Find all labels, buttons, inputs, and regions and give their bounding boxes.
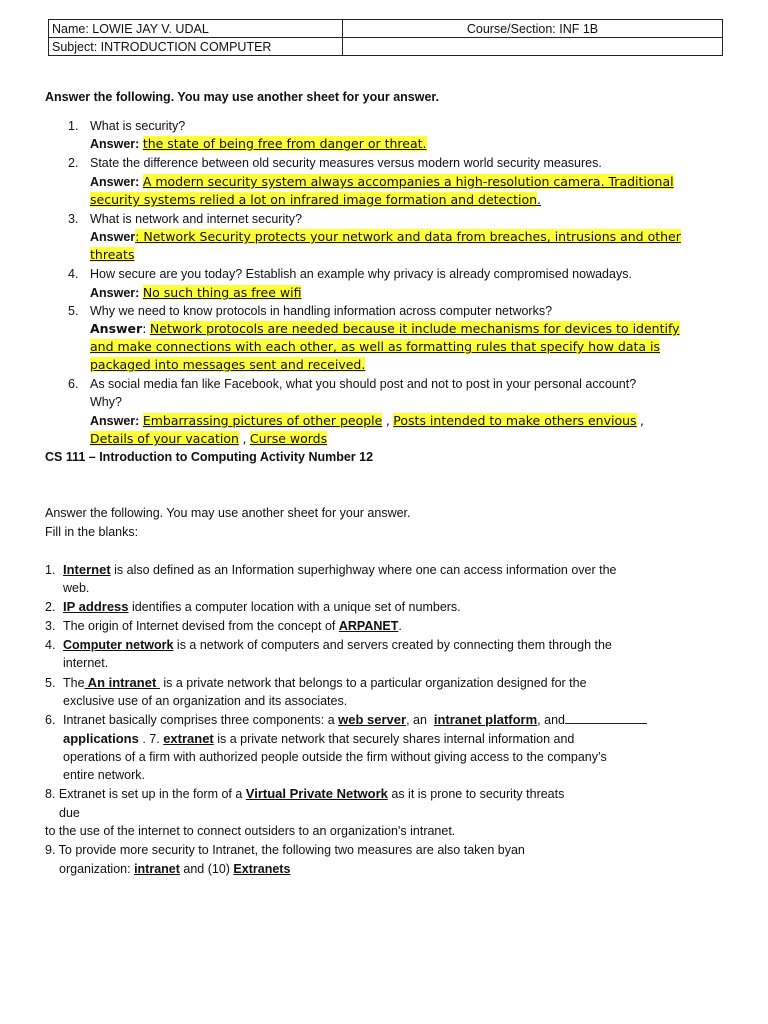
q1-answer: Answer: the state of being free from danger or threat. — [90, 136, 427, 151]
q5-answer-cont: and make connections with each other, as well as formatting rules that specify how data is — [90, 339, 661, 354]
course-cell: Course/Section: INF 1B — [343, 20, 723, 38]
q4-question: How secure are you today? Establish an example why privacy is already compromised nowadays. — [90, 267, 632, 281]
q5-number: 5. — [68, 304, 79, 318]
q6-number: 6. — [68, 377, 79, 391]
q6-answer-cont: Details of your vacation , Curse words — [90, 431, 328, 446]
part1-intro: Answer the following. You may use another sheet for your answer. — [45, 90, 440, 104]
q6-answer: Answer: Embarrassing pictures of other people , Posts intended to make others envious , — [90, 413, 645, 428]
q3-question: What is network and internet security? — [90, 212, 302, 226]
q2-number: 2. — [68, 156, 79, 170]
empty-cell — [343, 38, 723, 56]
fb1-line: Internet is also defined as an Information superhighway where one can access information over the — [63, 562, 617, 577]
fill-blanks-label: Fill in the blanks: — [45, 525, 139, 539]
header-table — [48, 19, 723, 56]
fb5-cont: exclusive use of an organization and its associates. — [63, 694, 348, 708]
fb5-line: The An intranet is a private network that belongs to a particular organization designed for the — [63, 675, 587, 690]
fb8-due: due — [59, 806, 80, 820]
q3-answer-cont: threats — [90, 247, 135, 262]
fb2-line: IP address identifies a computer location with a unique set of numbers. — [63, 599, 461, 614]
q4-answer: Answer: No such thing as free wifi — [90, 285, 302, 300]
fb6-number: 6. — [45, 713, 56, 727]
fb1-number: 1. — [45, 563, 56, 577]
fb4-number: 4. — [45, 638, 56, 652]
q1-question: What is security? — [90, 119, 186, 133]
q6-question-cont: Why? — [90, 395, 122, 409]
fb9-line: 9. To provide more security to Intranet, the following two measures are also taken byan — [45, 843, 525, 857]
fb1-cont: web. — [63, 581, 90, 595]
fb3-line: The origin of Internet devised from the concept of ARPANET. — [63, 619, 402, 633]
fb6-line4: entire network. — [63, 768, 145, 782]
q6-question: As social media fan like Facebook, what you should post and not to post in your personal account? — [90, 377, 637, 391]
fb4-line: Computer network is a network of computers and servers created by connecting them through the — [63, 638, 612, 652]
activity-title: CS 111 – Introduction to Computing Activity Number 12 — [45, 450, 374, 464]
q5-answer-cont2: packaged into messages sent and received. — [90, 357, 366, 372]
q4-number: 4. — [68, 267, 79, 281]
fb8-line: 8. Extranet is set up in the form of a Virtual Private Network as it is prone to security threats — [45, 786, 565, 801]
fb6-line2: applications . 7. extranet is a private network that securely shares internal information and — [63, 731, 575, 746]
q2-answer-cont: security systems relied a lot on infrared image formation and detection. — [90, 192, 542, 207]
fb8-cont: to the use of the internet to connect outsiders to an organization's intranet. — [45, 824, 456, 838]
fb6-line: Intranet basically comprises three components: a web server, an intranet platform, and — [63, 711, 647, 729]
q5-answer: Answer: Network protocols are needed because it include mechanisms for devices to identify — [90, 321, 680, 336]
q3-answer: Answer: Network Security protects your network and data from breaches, intrusions and other — [90, 229, 681, 244]
fb9-cont: organization: intranet and (10) Extranets — [59, 862, 291, 876]
answer-label: Answer: — [90, 137, 140, 151]
fb4-cont: internet. — [63, 656, 109, 670]
fb5-number: 5. — [45, 676, 56, 690]
part2-intro: Answer the following. You may use another sheet for your answer. — [45, 506, 411, 520]
q2-question: State the difference between old security measures versus modern world security measures. — [90, 156, 602, 170]
fb3-number: 3. — [45, 619, 56, 633]
q1-number: 1. — [68, 119, 79, 133]
subject-cell: Subject: INTRODUCTION COMPUTER — [49, 38, 343, 56]
fb2-number: 2. — [45, 600, 56, 614]
name-cell: Name: LOWIE JAY V. UDAL — [49, 20, 343, 38]
fb6-line3: operations of a firm with authorized people outside the firm without giving access to the company’s — [63, 750, 607, 764]
fill-blank — [565, 712, 647, 724]
q5-question: Why we need to know protocols in handling information across computer networks? — [90, 304, 553, 318]
q2-answer: Answer: A modern security system always accompanies a high-resolution camera. Traditional — [90, 174, 674, 189]
q3-number: 3. — [68, 212, 79, 226]
